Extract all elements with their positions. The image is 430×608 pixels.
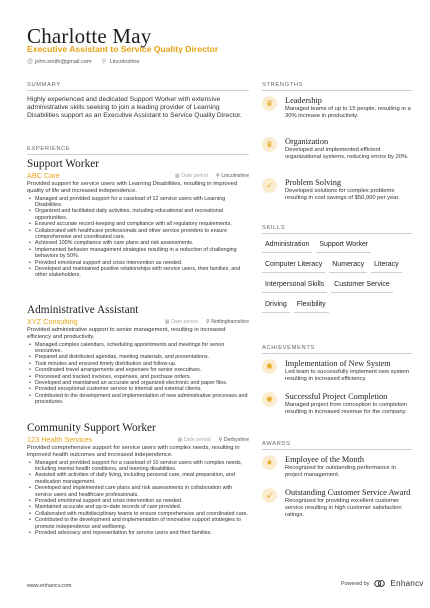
awards-divider bbox=[262, 449, 412, 450]
award-title: Outstanding Customer Service Award bbox=[285, 488, 411, 497]
job-bullets bbox=[27, 196, 249, 279]
award-item bbox=[262, 488, 412, 518]
job-entry bbox=[27, 158, 249, 279]
experience-heading: EXPERIENCE bbox=[27, 146, 71, 152]
bullet-item: • Assisted with activities of daily living, including personal care, meal preparation, and medication management. bbox=[27, 472, 249, 485]
bullet-item: • Developed and maintained positive relationships with service users, their families, and other stakeholders. bbox=[27, 266, 249, 279]
location-pin-icon: ⚲ bbox=[216, 172, 220, 179]
date-text: Date period bbox=[183, 436, 211, 443]
strength-desc: Developed and implemented efficient organizational systems, reducing errors by 20%. bbox=[285, 147, 409, 160]
summary-divider bbox=[27, 90, 249, 91]
email-text: john.smith@gmail.com bbox=[35, 59, 92, 65]
location-pin-icon: ⚲ bbox=[218, 436, 223, 443]
footer-url[interactable]: www.enhancv.com bbox=[27, 583, 72, 589]
achievement-item bbox=[262, 359, 412, 383]
achievements-divider bbox=[262, 353, 412, 354]
achievement-desc: Led team to successfully implement new system resulting in increased efficiency. bbox=[285, 369, 410, 382]
bullet-item: • Provided advocacy and representation for service users and their families. bbox=[27, 530, 249, 536]
strengths-divider bbox=[262, 90, 412, 91]
location-text: Lincolnshire bbox=[109, 59, 140, 65]
skills-divider bbox=[262, 233, 412, 234]
job-description: Provided support for service users with Learning Disabilities, resulting in improved quality of life and increased independence. bbox=[27, 181, 238, 194]
lightbulb-icon: ✺ bbox=[262, 359, 277, 374]
skill-tag: Interpersonal Skills bbox=[262, 278, 327, 293]
bullet-item: • Took minutes and ensured timely distribution and follow-up. bbox=[27, 361, 249, 367]
strength-desc: Managed teams of up to 15 people, resulting in a 30% increase in productivity. bbox=[285, 106, 411, 119]
achievements-heading: ACHIEVEMENTS bbox=[262, 345, 315, 351]
awards-heading: AWARDS bbox=[262, 441, 291, 447]
company-name: 123 Health Services bbox=[27, 435, 93, 444]
achievement-title: Implementation of New System bbox=[285, 359, 391, 368]
strength-title: Problem Solving bbox=[285, 178, 342, 187]
bullet-item: • Collaborated with multidisciplinary teams to ensure comprehensive and coordinated care. bbox=[27, 511, 249, 517]
date-period bbox=[165, 319, 198, 325]
bullet-item: • Managed complex calendars, scheduling appointments and meetings for senior executives. bbox=[27, 342, 249, 355]
achievement-desc: Managed project from conception to completion resulting in increased revenue for the company. bbox=[285, 402, 408, 415]
trophy-icon: ♛ bbox=[262, 96, 277, 111]
experience-divider bbox=[27, 154, 249, 155]
skill-tag: Customer Service bbox=[331, 278, 393, 293]
skills-list bbox=[262, 238, 412, 313]
strength-desc: Developed solutions for complex problems resulting in cost savings of $50,000 per year. bbox=[285, 188, 400, 201]
company-name: ABC Care bbox=[27, 171, 60, 180]
enhancv-logo-icon bbox=[374, 578, 385, 589]
job-location bbox=[216, 173, 249, 179]
job-title: Community Support Worker bbox=[27, 422, 156, 434]
bullet-item: • Coordinated travel arrangements and expenses for senior executives. bbox=[27, 367, 249, 373]
job-location-text: Nottinghamshire bbox=[211, 318, 249, 325]
bullet-item: • Maintained accurate and up-to-date records of care provided. bbox=[27, 504, 249, 510]
star-icon: ★ bbox=[262, 455, 277, 470]
location-pin-icon: ⚲ bbox=[101, 59, 107, 65]
strength-item bbox=[262, 137, 412, 161]
location-pin-icon: ⚲ bbox=[205, 318, 210, 325]
job-bullets bbox=[27, 342, 249, 406]
date-period bbox=[177, 437, 210, 443]
skill-tag: Literacy bbox=[371, 258, 402, 273]
skill-tag: Driving bbox=[262, 298, 290, 313]
bullet-item: • Managed and provided support for a caseload of 10 service users with complex needs, including mental health conditions, and learning disabilities. bbox=[27, 460, 249, 473]
job-description: Provided administrative support to senior management, resulting in increased efficiency and productivity. bbox=[27, 327, 226, 340]
skill-tag: Administration bbox=[262, 238, 312, 253]
calendar-icon: ▦ bbox=[174, 172, 180, 179]
achievement-item bbox=[262, 392, 412, 416]
email-item[interactable] bbox=[27, 59, 92, 65]
bullet-item: • Prepared and distributed agendas, meeting materials, and presentations. bbox=[27, 354, 249, 360]
bullet-item: • Organized and facilitated daily activities, including educational and recreational opportunities. bbox=[27, 208, 249, 221]
date-period bbox=[175, 173, 208, 179]
job-description: Provided comprehensive support for service users with complex needs, resulting in improved health outcomes and increased independence. bbox=[27, 445, 240, 458]
date-text: Date period bbox=[181, 172, 209, 179]
bullet-item: • Contributed to the development and implementation of innovative support strategies to promote independence and wellbeing. bbox=[27, 517, 249, 530]
contact-row bbox=[27, 59, 140, 65]
job-title: Administrative Assistant bbox=[27, 304, 139, 316]
bullet-item: • Contributed to the development and implementation of new administrative processes and procedures. bbox=[27, 393, 249, 406]
award-item bbox=[262, 455, 412, 479]
candidate-name: Charlotte May bbox=[27, 24, 152, 48]
lightbulb-icon: ✺ bbox=[262, 392, 277, 407]
bullet-item: • Collaborated with healthcare professionals and other service providers to ensure comprehensive and coordinated care. bbox=[27, 228, 249, 241]
job-entry bbox=[27, 422, 249, 536]
job-entry bbox=[27, 304, 249, 406]
strength-item bbox=[262, 96, 412, 120]
at-icon: @ bbox=[27, 59, 34, 65]
skill-tag: Computer Literacy bbox=[262, 258, 325, 273]
strengths-heading: STRENGTHS bbox=[262, 82, 304, 88]
candidate-title: Executive Assistant to Service Quality Director bbox=[27, 44, 219, 54]
skills-heading: SKILLS bbox=[262, 225, 286, 231]
footer-branding bbox=[341, 578, 424, 589]
bullet-item: • Ensured accurate record-keeping and compliance with all regulatory requirements. bbox=[27, 221, 249, 227]
skill-tag: Numeracy bbox=[329, 258, 367, 273]
job-bullets bbox=[27, 460, 249, 537]
summary-heading: SUMMARY bbox=[27, 82, 61, 88]
achievement-title: Successful Project Completion bbox=[285, 392, 388, 401]
date-text: Date period bbox=[171, 318, 198, 325]
powered-by-label: Powered by bbox=[341, 580, 370, 587]
strength-title: Organization bbox=[285, 137, 329, 146]
job-title: Support Worker bbox=[27, 158, 99, 170]
award-title: Employee of the Month bbox=[285, 455, 365, 464]
bullet-item: • Provided emotional support and crisis intervention as needed. bbox=[27, 260, 249, 266]
check-badge-icon: ✓ bbox=[262, 178, 277, 193]
job-location bbox=[219, 437, 249, 443]
calendar-icon: ▦ bbox=[177, 436, 183, 443]
award-desc: Recognized for providing excellent customer service resulting in high customer satisfaction ratings. bbox=[285, 498, 402, 518]
bullet-item: • Processed and tracked invoices, expenses, and purchase orders. bbox=[27, 374, 249, 380]
bullet-item: • Managed and provided support for a caseload of 12 service users with Learning Disabilities. bbox=[27, 196, 249, 209]
bullet-item: • Developed and maintained an accurate and organized electronic and paper files. bbox=[27, 380, 249, 386]
bullet-item: • Achieved 100% compliance with care plans and risk assessments. bbox=[27, 240, 249, 246]
skill-tag: Support Worker bbox=[316, 238, 371, 253]
job-location-text: Derbyshire bbox=[223, 436, 249, 443]
rocket-icon: ➶ bbox=[262, 488, 277, 503]
job-location bbox=[206, 319, 249, 325]
bullet-item: • Provided exceptional customer service to internal and external clients. bbox=[27, 386, 249, 392]
location-item bbox=[102, 59, 140, 65]
strength-item bbox=[262, 178, 412, 202]
bullet-item: • Developed and implemented care plans and risk assessments in collaboration with service users and healthcare professionals. bbox=[27, 485, 249, 498]
job-location-text: Lincolnshire bbox=[221, 172, 249, 179]
summary-text: Highly experienced and dedicated Support Worker with extensive administrative skills seeking to join a leading provider of Learning Disabilities support as an Executive Assistant to Service Quality Director. bbox=[27, 96, 242, 120]
bullet-item: • Implemented behavior management strategies resulting in a reduction of challenging behaviors by 50%. bbox=[27, 247, 249, 260]
strength-title: Leadership bbox=[285, 96, 322, 105]
brand-name: Enhancv bbox=[390, 579, 424, 588]
trophy-icon: ♛ bbox=[262, 137, 277, 152]
company-name: XYZ Consulting bbox=[27, 317, 78, 326]
award-desc: Recognized for outstanding performance in project management. bbox=[285, 465, 396, 478]
skill-tag: Flexibility bbox=[294, 298, 329, 313]
calendar-icon: ▦ bbox=[164, 318, 170, 325]
bullet-item: • Provided emotional support and crisis intervention as needed. bbox=[27, 498, 249, 504]
